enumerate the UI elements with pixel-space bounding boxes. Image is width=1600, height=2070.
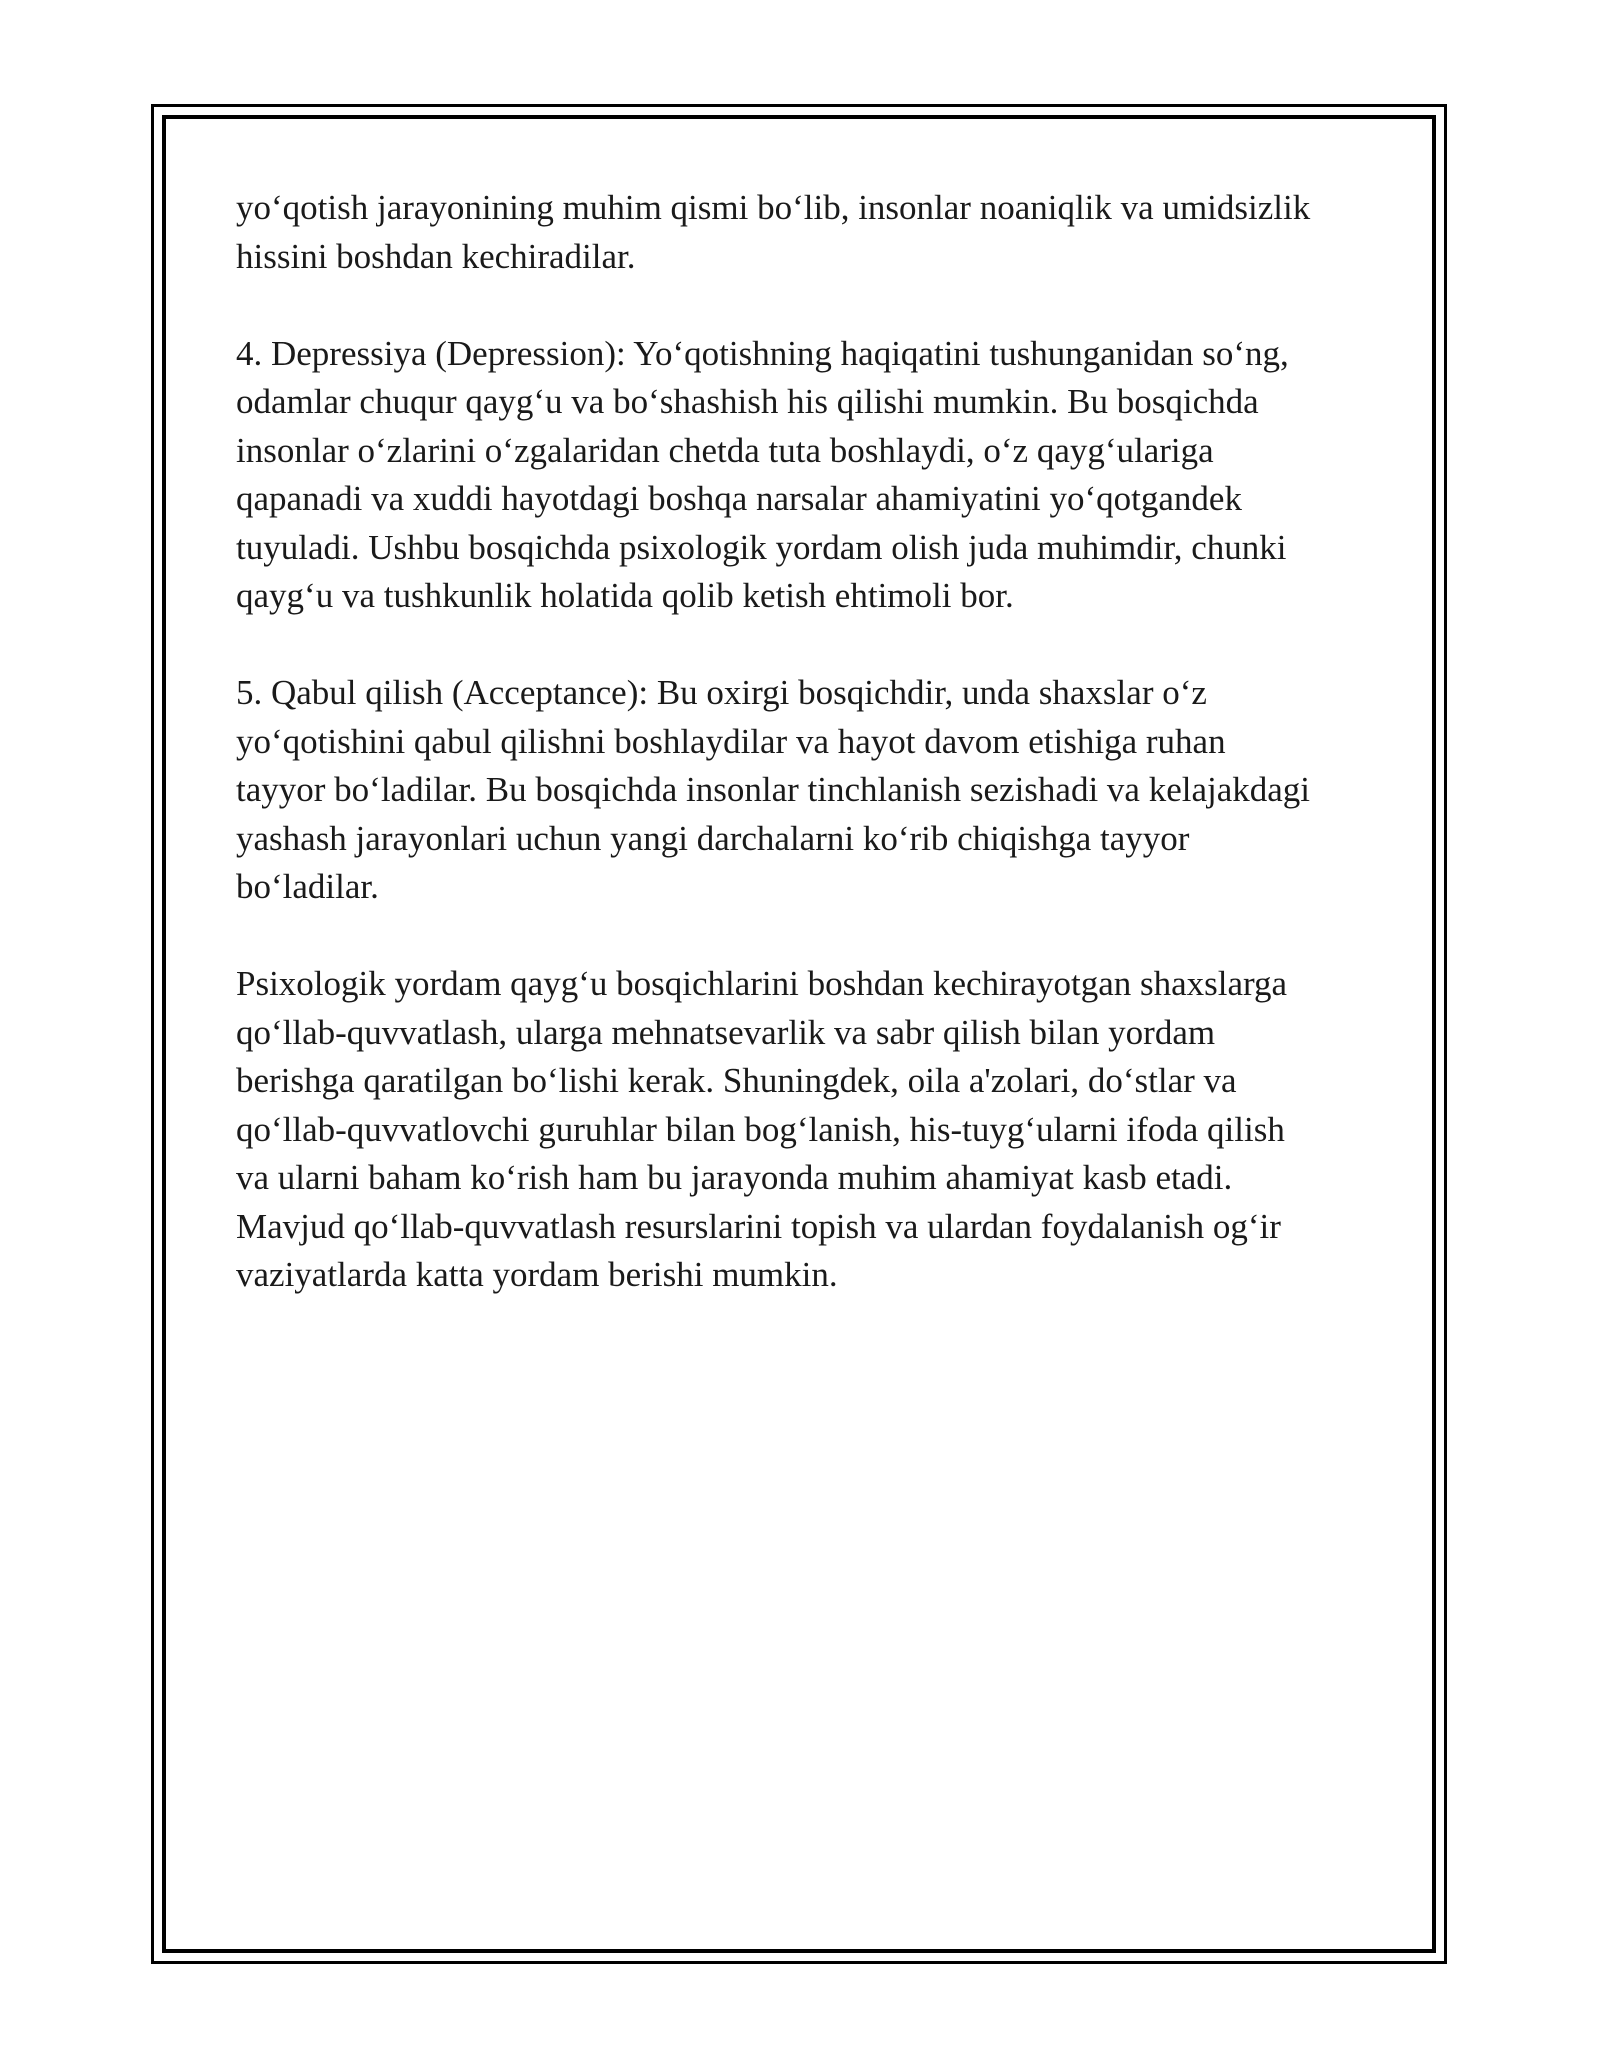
document-body: [236, 184, 1376, 1348]
paragraph-depression: 4. Depressiya (Depression): Yo‘qotishning haqiqatini tushunganidan so‘ng, odamlar chuqur qayg‘u va bo‘shashish his qilishi mumkin. Bu bosqichda insonlar o‘zlarini o‘zgalaridan chetda tuta boshlaydi, o‘z qayg‘ulariga qapanadi va xuddi hayotdagi boshqa narsalar ahamiyatini yo‘qotgandek tuyuladi. Ushbu bosqichda psixologik yordam olish juda muhimdir, chunki qayg‘u va tushkunlik holatida qolib ketish ehtimoli bor.: [236, 333, 1289, 615]
paragraph-acceptance: 5. Qabul qilish (Acceptance): Bu oxirgi bosqichdir, unda shaxslar o‘z yo‘qotishini qabul qilishni boshlaydilar va hayot davom etishiga ruhan tayyor bo‘ladilar. Bu bosqichda insonlar tinchlanish sezishadi va kelajakdagi yashash jarayonlari uchun yangi darchalarni ko‘rib chiqishga tayyor bo‘ladilar.: [236, 673, 1311, 906]
paragraph-psychological-support: Psixologik yordam qayg‘u bosqichlarini boshdan kechirayotgan shaxslarga qo‘llab-quvvatlash, ularga mehnatsevarlik va sabr qilish bilan yordam berishga qaratilgan bo‘lishi kerak. Shuningdek, oila a'zolari, do‘stlar va qo‘llab-quvvatlovchi guruhlar bilan bog‘lanish, his-tuyg‘ularni ifoda qilish va ularni baham ko‘rish ham bu jarayonda muhim ahamiyat kasb etadi. Mavjud qo‘llab-quvvatlash resurslarini topish va ulardan foydalanish og‘ir vaziyatlarda katta yordam berishi mumkin.: [236, 964, 1288, 1294]
paragraph-continuation: yo‘qotish jarayonining muhim qismi bo‘lib, insonlar noaniqlik va umidsizlik hissini boshdan kechiradilar.: [236, 188, 1311, 276]
